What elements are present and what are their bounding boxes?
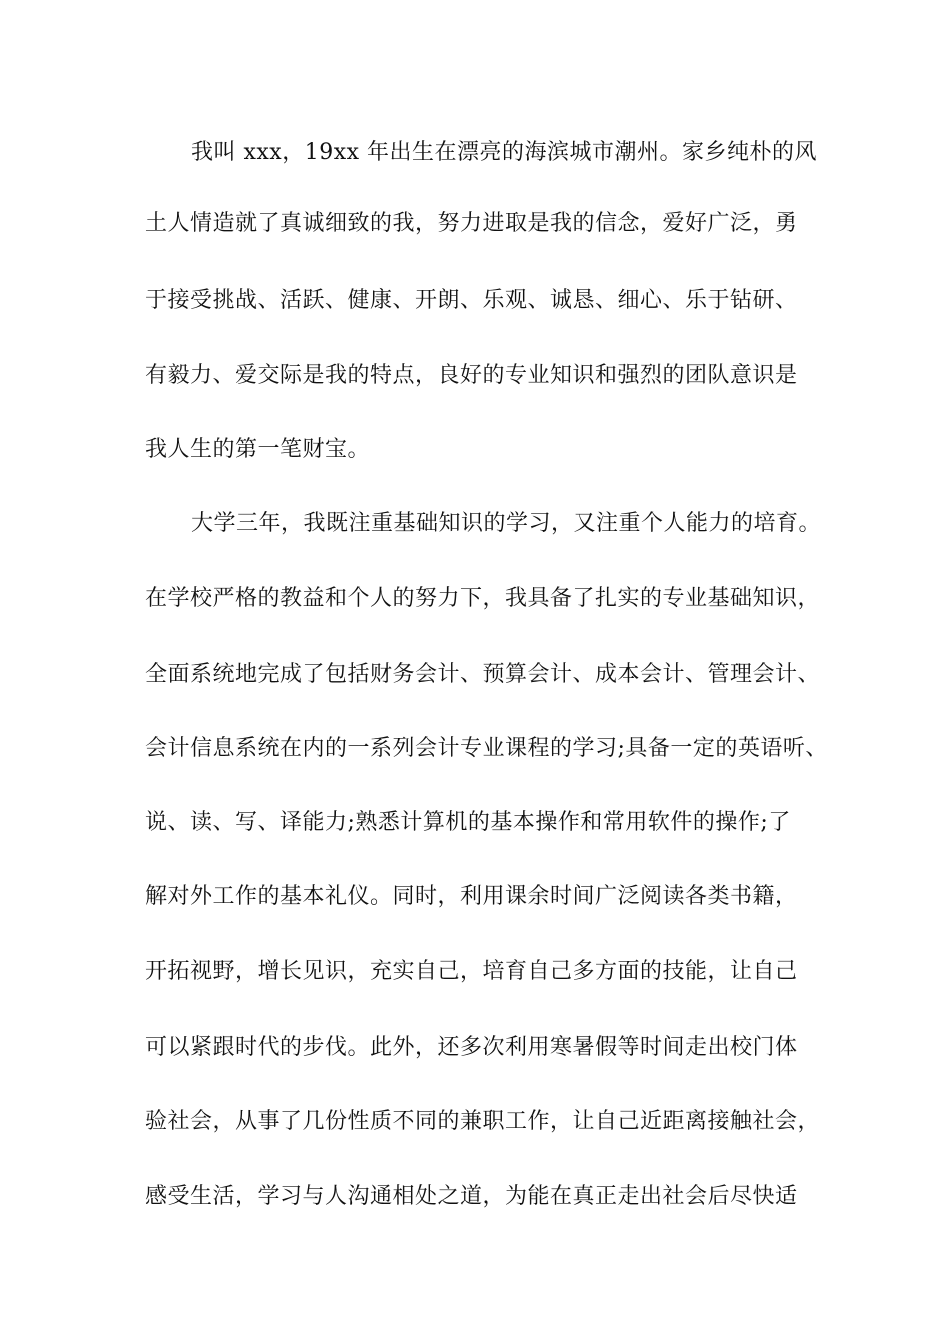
paragraph-2-line-2: 在学校严格的教益和个人的努力下，我具备了扎实的专业基础知识， <box>145 586 821 611</box>
paragraph-2-line-3: 全面系统地完成了包括财务会计、预算会计、成本会计、管理会计、 <box>145 662 821 687</box>
paragraph-2-line-4: 会计信息系统在内的一系列会计专业课程的学习;具备一定的英语听、 <box>145 736 828 761</box>
paragraph-1-line-4: 有毅力、爱交际是我的特点，良好的专业知识和强烈的团队意识是 <box>145 363 798 388</box>
paragraph-2-line-6: 解对外工作的基本礼仪。同时，利用课余时间广泛阅读各类书籍， <box>145 884 798 909</box>
paragraph-2-line-8: 可以紧跟时代的步伐。此外，还多次利用寒暑假等时间走出校门体 <box>145 1035 798 1060</box>
paragraph-2-line-5: 说、读、写、译能力;熟悉计算机的基本操作和常用软件的操作;了 <box>145 810 791 835</box>
paragraph-2-line-7: 开拓视野，增长见识，充实自己，培育自己多方面的技能，让自己 <box>145 959 798 984</box>
paragraph-2-line-9: 验社会，从事了几份性质不同的兼职工作，让自己近距离接触社会， <box>145 1109 821 1134</box>
paragraph-1-line-3: 于接受挑战、活跃、健康、开朗、乐观、诚恳、细心、乐于钻研、 <box>145 288 798 313</box>
paragraph-2-line-10: 感受生活，学习与人沟通相处之道，为能在真正走出社会后尽快适 <box>145 1184 798 1209</box>
paragraph-1-line-2: 土人情造就了真诚细致的我，努力进取是我的信念，爱好广泛，勇 <box>145 211 798 236</box>
paragraph-1-line-5: 我人生的第一笔财宝。 <box>145 437 371 462</box>
paragraph-1-line-1: 我叫 xxx，19xx 年出生在漂亮的海滨城市潮州。家乡纯朴的风 <box>191 140 818 165</box>
paragraph-2-line-1: 大学三年，我既注重基础知识的学习，又注重个人能力的培育。 <box>191 511 822 536</box>
